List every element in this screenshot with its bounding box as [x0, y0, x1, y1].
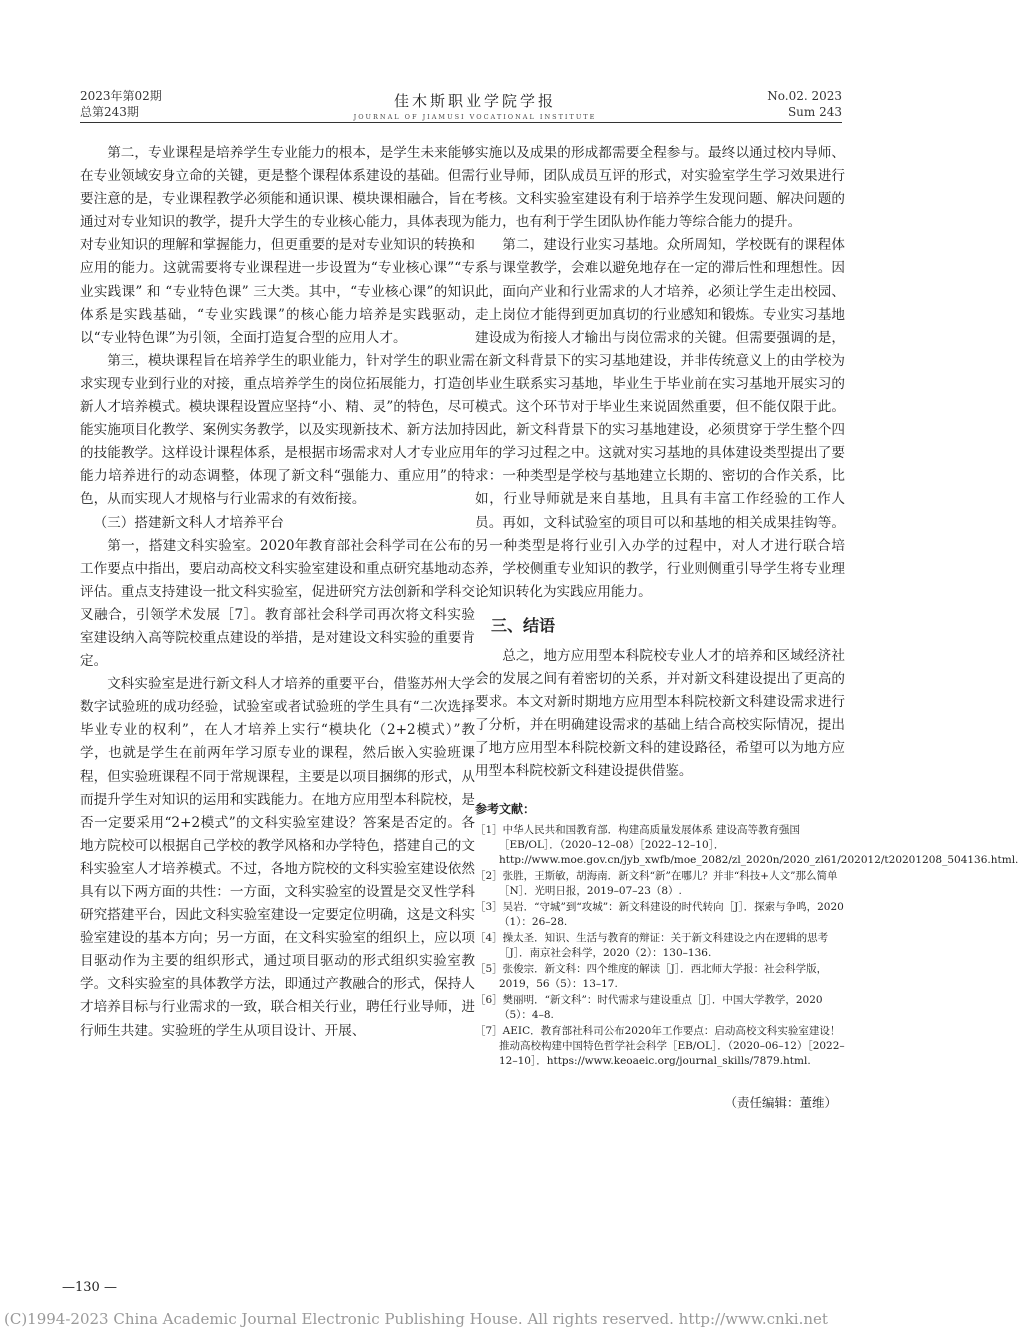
- header-number-info: [767, 88, 842, 120]
- header-sum: Sum 243: [787, 105, 842, 119]
- journal-title: 佳木斯职业学院学报: [393, 92, 556, 110]
- paragraph: 第二，专业课程是培养学生专业能力的根本，是学生未来能够在专业领域安身立命的关键，更是整个课程体系建设的基础。但需要注意的是，专业课程教学必须能和通识课、模块课相融合，旨在通过对专业知识的教学，提升大学生的专业核心能力，具体表现为对专业知识的理解和掌握能力，但更重要的是对专业知识的转换和应用的能力。这就需要将专业课程进一步设置为“专业核心课”“专业实践课” 和 “专业特色课” 三大类。其中，“专业核心课”的知识体系是实践基础，“专业实践课”的核心能力培养是实践驱动，以“专业特色课”为引领，全面打造复合型的应用人才。: [80, 145, 475, 346]
- header-divider: [80, 122, 842, 123]
- journal-masthead: [300, 90, 650, 121]
- copyright-notice: (C)1994-2023 China Academic Journal Electronic Publishing House. All rights reserved. http://www.cnki.net: [4, 1310, 828, 1328]
- editor-note: （责任编辑：董维）: [724, 1094, 837, 1110]
- paragraph: 第一，搭建文科实验室。2020年教育部社会科学司在公布的工作要点中指出，要启动高校文科实验室建设和重点研究基地动态评估。重点支持建设一批文科实验室，促进研究方法创新和学科交叉融合，引领学术发展［7］。教育部社会科学司再次将文科实验室建设纳入高等院校重点建设的举措，是对建设文科实验的重要肯定。: [80, 537, 475, 670]
- section-heading: 三、结语: [491, 615, 556, 635]
- reference-item: ［5］张俊宗．新文科：四个维度的解读［J］．西北师大学报：社会科学版，2019，56（5）：13–17.: [475, 962, 828, 990]
- references-title: 参考文献：: [475, 801, 536, 816]
- paragraph: 第三，模块课程旨在培养学生的职业能力，针对学生的职业需求实现专业到行业的对接，重点培养学生的岗位拓展能力，打造创新人才培养模式。模块课程设置应坚持“小、精、灵”的特色，尽可能实施项目化教学、案例实务教学，以及实现新技术、新方法加持的技能教学。这样设计课程体系，是根据市场需求对人才专业应用能力培养进行的动态调整，体现了新文科“强能力、重应用”的特色，从而实现人才规格与行业需求的有效衔接。: [80, 352, 475, 508]
- header-total-issue: 总第243期: [80, 105, 139, 119]
- references: [475, 801, 1018, 1069]
- paragraph: 实施以及成果的形成都需要全程参与。最终以通过校内导师、行业导师，团队成员互评的形式，对实验室学生学习效果进行考核。文科实验室建设有利于培养学生发现问题、解决问题的能力，也有利于学生团队协作能力等综合能力的提升。: [475, 145, 845, 231]
- reference-item: ［3］吴岩．“守城”到“攻城”：新文科建设的时代转向［J］．探索与争鸣，2020（1）：26–28.: [475, 900, 844, 928]
- right-column: [475, 142, 1018, 1114]
- paragraph: 第二，建设行业实习基地。众所周知，学校既有的课程体系与课堂教学，会难以避免地存在一定的滞后性和理想性。因此，面向产业和行业需求的人才培养，必须让学生走出校园、走上岗位才能得到更加真切的行业感知和锻炼。专业实习基地建设成为衔接人才输出与岗位需求的关键。但需要强调的是，在新文科背景下的实习基地建设，并非传统意义上的由学校为毕业生联系实习基地，毕业生于毕业前在实习基地开展实习的模式。这个环节对于毕业生来说固然重要，但不能仅限于此。因此，新文科背景下的实习基地建设，必须贯穿于学生整个四年的学习过程之中。这就对实习基地的具体建设类型提出了要求：一种类型是学校与基地建立长期的、密切的合作关系，比如，行业导师就是来自基地，且具有丰富工作经验的工作人员。再如，文科试验室的项目可以和基地的相关成果挂钩等。另一种类型是将行业引入办学的过程中，对人才进行联合培养，学校侧重专业知识的教学，行业则侧重引导学生将专业理论知识转化为实践应用能力。: [475, 237, 845, 600]
- paragraph: 文科实验室是进行新文科人才培养的重要平台，借鉴苏州大学数字试验班的成功经验，试验室或者试验班的学生具有“二次选择毕业专业的权利”，在人才培养上实行“模块化（2+2模式）”教学，也就是学生在前两年学习原专业的课程，然后嵌入实验班课程，但实验班课程不同于常规课程，主要是以项目捆绑的形式，从而提升学生对知识的运用和实践能力。在地方应用型本科院校，是否一定要采用“2+2模式”的文科实验室建设？答案是否定的。各地方院校可以根据自己学校的教学风格和办学特色，搭建自己的文科实验室人才培养模式。不过，各地方院校的文科实验室建设依然具有以下两方面的共性：一方面，文科实验室的设置是交叉性学科研究搭建平台，因此文科实验室建设一定要定位明确，这是文科实验室建设的基本方向；另一方面，在文科实验室的组织上，应以项目驱动作为主要的组织形式，通过项目驱动的形式组织实验室教学。文科实验室的具体教学方法，即通过产教融合的形式，保持人才培养目标与行业需求的一致，联合相关行业，聘任行业导师，进行师生共建。实验班的学生从项目设计、开展、: [80, 676, 475, 1039]
- paragraph: 总之，地方应用型本科院校专业人才的培养和区域经济社会的发展之间有着密切的关系，并对新文科建设提出了更高的要求。本文对新时期地方应用型本科院校新文科建设需求进行了分析，并在明确建设需求的基础上结合高校实际情况，提出了地方应用型本科院校新文科的建设路径，希望可以为地方应用型本科院校新文科建设提供借鉴。: [475, 647, 845, 780]
- header-number: No.02. 2023: [767, 89, 842, 103]
- reference-item: ［4］操太圣．知识、生活与教育的辩证：关于新文科建设之内在逻辑的思考［J］．南京社会科学，2020（2）：130–136.: [475, 931, 829, 959]
- header-issue-info: [80, 88, 162, 120]
- reference-item: ［2］张胜，王斯敏，胡海南．新文科“新”在哪儿？并非“科技+人文”那么简单［N］．光明日报，2019–07–23（8）.: [475, 869, 838, 897]
- reference-item: ［1］中华人民共和国教育部．构建高质量发展体系 建设高等教育强国［EB/OL］．（2020–12–08）［2022–12–10］．http://www.moe.gov.cn/jyb_xwfb/moe_2082/zl_2020n/2020_zl61/202012/t20201208_504136.html.: [475, 823, 1018, 866]
- reference-item: ［6］樊丽明．“新文科”：时代需求与建设重点［J］．中国大学教学，2020（5）：4–8.: [475, 993, 823, 1021]
- page-number: —130 —: [62, 1280, 117, 1295]
- left-column: [80, 142, 475, 1043]
- journal-subtitle: JOURNAL OF JIAMUSI VOCATIONAL INSTITUTE: [353, 113, 597, 121]
- header-issue: 2023年第02期: [80, 89, 162, 103]
- subheading: （三）搭建新文科人才培养平台: [93, 514, 284, 531]
- reference-item: ［7］AEIC．教育部社科司公布2020年工作要点：启动高校文科实验室建设！推动高校构建中国特色哲学社会科学［EB/OL］．（2020–06–12）［2022–12–10］．https://www.keoaeic.org/journal_skills/7879.html.: [475, 1024, 845, 1067]
